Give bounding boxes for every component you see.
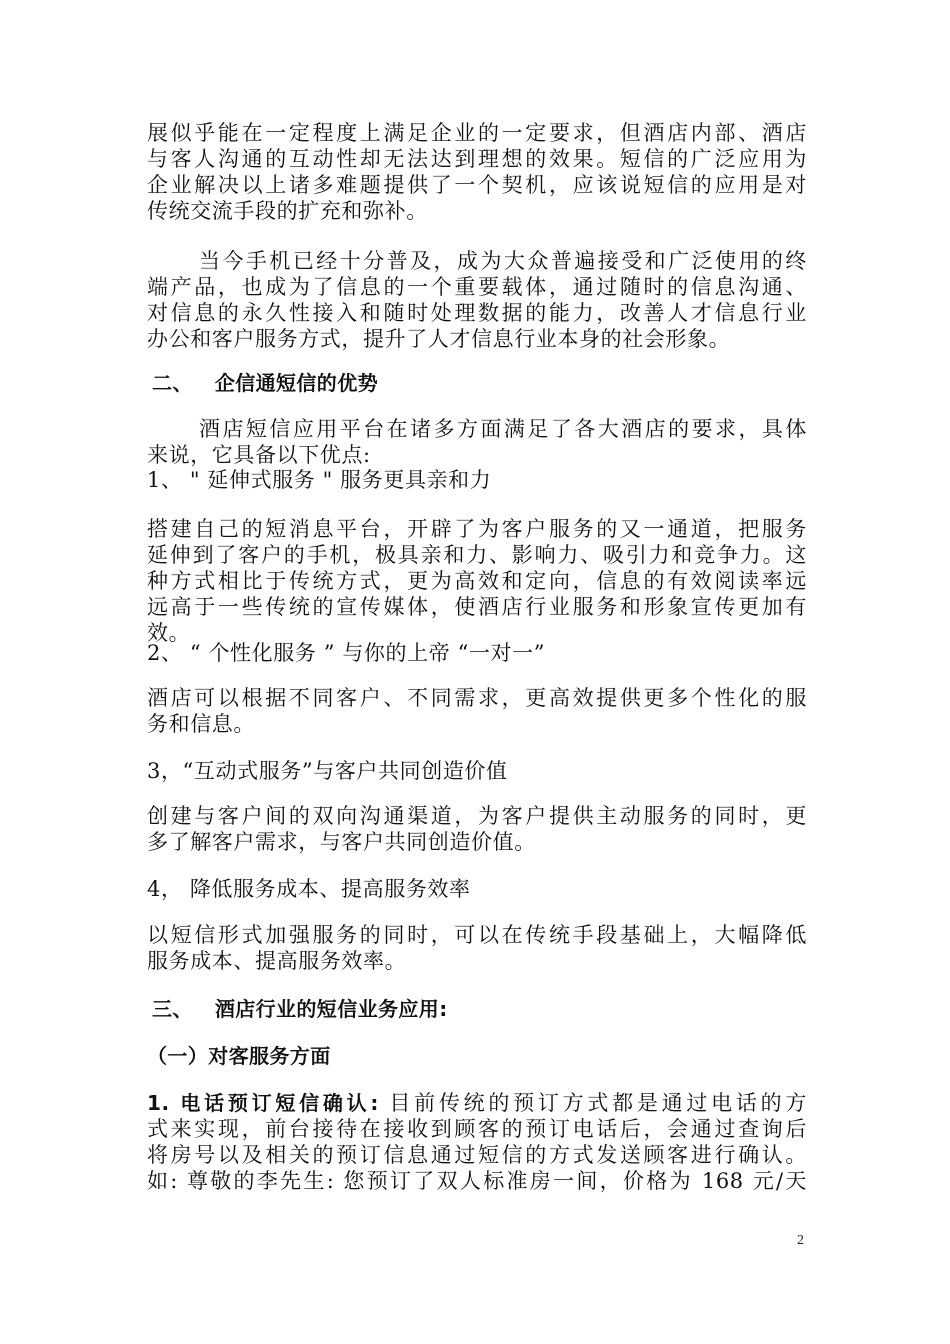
section-number: 二、 bbox=[152, 371, 193, 395]
paragraph-line: 与客人沟通的互动性却无法达到理想的效果。短信的广泛应用为 bbox=[147, 147, 807, 171]
paragraph-line: 效。 bbox=[147, 621, 191, 645]
paragraph-line: 将房号以及相关的预订信息通过短信的方式发送顾客进行确认。 bbox=[147, 1143, 807, 1167]
list-item-title: 2、 “ 个性化服务 ” 与你的上帝 “一对一” bbox=[147, 641, 546, 665]
bold-lead: 1. 电话预订短信确认: bbox=[147, 1091, 379, 1115]
paragraph-line: 服务成本、提高服务效率。 bbox=[147, 949, 407, 973]
paragraph-line: 展似乎能在一定程度上满足企业的一定要求，但酒店内部、酒店 bbox=[147, 121, 807, 145]
paragraph-line: 办公和客户服务方式，提升了人才信息行业本身的社会形象。 bbox=[147, 327, 731, 351]
paragraph-line: 搭建自己的短消息平台，开辟了为客户服务的又一通道，把服务 bbox=[147, 517, 807, 541]
paragraph-line: 端产品，也成为了信息的一个重要载体，通过随时的信息沟通、 bbox=[147, 275, 807, 299]
list-item-title: 3，“互动式服务”与客户共同创造价值 bbox=[147, 759, 508, 783]
paragraph-line: 务和信息。 bbox=[147, 712, 255, 736]
list-item-title: 1、 " 延伸式服务 " 服务更具亲和力 bbox=[147, 468, 492, 492]
page-number: 2 bbox=[797, 1233, 804, 1248]
paragraph-line: 延伸到了客户的手机，极具亲和力、影响力、吸引力和竞争力。这 bbox=[147, 543, 807, 567]
section-heading bbox=[152, 370, 378, 396]
paragraph-text: 目前传统的预订方式都是通过电话的方 bbox=[379, 1091, 807, 1115]
paragraph-line: 种方式相比于传统方式，更为高效和定向，信息的有效阅读率远 bbox=[147, 569, 807, 593]
paragraph-line: 当今手机已经十分普及，成为大众普遍接受和广泛使用的终 bbox=[199, 249, 807, 273]
subsection-heading: （一）对客服务方面 bbox=[147, 1044, 331, 1068]
paragraph-line: 远高于一些传统的宣传媒体，使酒店行业服务和形象宣传更加有 bbox=[147, 595, 807, 619]
paragraph-line: 式来实现，前台接待在接收到顾客的预订电话后，会通过查询后 bbox=[147, 1117, 807, 1141]
paragraph-line: 如: 尊敬的李先生: 您预订了双人标准房一间，价格为 168 元/天 bbox=[147, 1169, 807, 1193]
paragraph-line bbox=[147, 1090, 807, 1116]
paragraph-line: 企业解决以上诸多难题提供了一个契机，应该说短信的应用是对 bbox=[147, 173, 807, 197]
section-title: 酒店行业的短信业务应用: bbox=[214, 997, 448, 1021]
paragraph-line: 以短信形式加强服务的同时，可以在传统手段基础上，大幅降低 bbox=[147, 923, 807, 947]
paragraph-line: 酒店可以根据不同客户、不同需求，更高效提供更多个性化的服 bbox=[147, 686, 807, 710]
list-item-title: 4， 降低服务成本、提高服务效率 bbox=[147, 877, 471, 901]
paragraph-line: 对信息的永久性接入和随时处理数据的能力，改善人才信息行业 bbox=[147, 301, 807, 325]
paragraph-line: 传统交流手段的扩充和弥补。 bbox=[147, 199, 428, 223]
section-heading bbox=[152, 996, 448, 1022]
section-title: 企信通短信的优势 bbox=[214, 371, 379, 395]
section-number: 三、 bbox=[152, 997, 193, 1021]
paragraph-line: 创建与客户间的双向沟通渠道，为客户提供主动服务的同时，更 bbox=[147, 804, 807, 828]
paragraph-line: 来说，它具备以下优点: bbox=[147, 443, 371, 467]
paragraph-line: 多了解客户需求，与客户共同创造价值。 bbox=[147, 830, 536, 854]
paragraph-line: 酒店短信应用平台在诸多方面满足了各大酒店的要求，具体 bbox=[199, 417, 807, 441]
